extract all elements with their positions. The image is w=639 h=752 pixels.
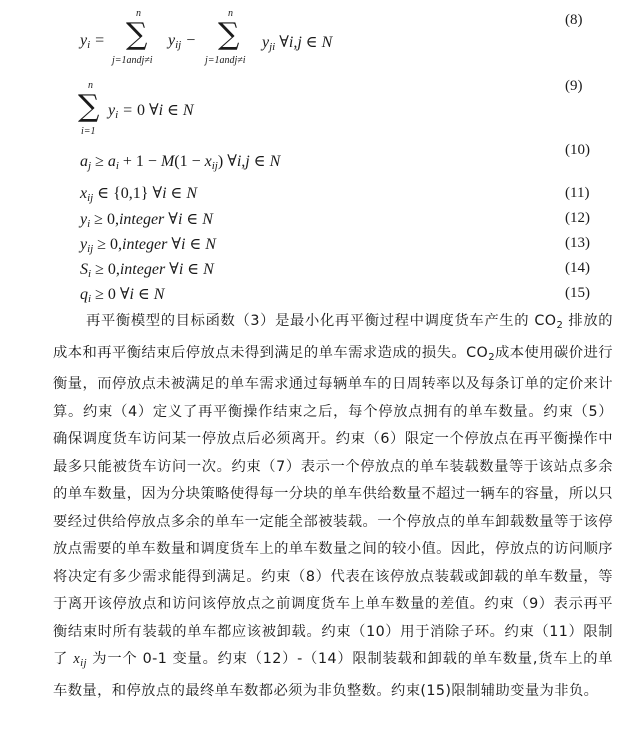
equation-number-11: (11) — [565, 185, 590, 201]
equation-number-12: (12) — [565, 210, 590, 226]
paragraph-text-4: 为一个 0-1 变量。约束（12）-（14）限制装载和卸载的单车数量,货车上的单车数量，和停放点的最终单车数都必须为非负整数。约束(15)限制辅助变量为非负。 — [53, 651, 613, 699]
equation-number-14: (14) — [565, 260, 590, 276]
equation-number-10: (10) — [565, 142, 590, 158]
paragraph-text-3: 成本使用碳价进行衡量，而停放点未被满足的单车需求通过每辆单车的日周转率以及每条订单的定价来计算。约束（4）定义了再平衡操作结束之后，每个停放点拥有的单车数量。约束（5）确保调度货车访问某一停放点后必须离开。约束（6）限定一个停放点在再平衡操作中最多只能被货车访问一次。约束（7）表示一个停放点的单车装载数量等于该站点多余的单车数量，因为分块策略使得每一分块的单车供给数量不超过一辆车的容量，所以只要经过供给停放点多余的单车一定能全部被装载。一个停放点的单车卸载数量等于该停放点需要的单车数量和调度货车上的单车数量之间的较小值。因此，停放点的访问顺序将决定有多少需求能得到满足。约束（8）代表在该停放点装载或卸载的单车数量，等于离开该停放点和访问该停放点之前调度货车上单车数量的差值。约束（9）表示再平衡结束时所有装载的单车都应该被卸载。约束（10）用于消除子环。约束（11）限制了 — [53, 344, 613, 667]
equation-number-9: (9) — [565, 78, 583, 94]
body-paragraph: 再平衡模型的目标函数（3）是最小化再平衡过程中调度货车产生的 $CO_2$ 排放的成本和再平衡结束后停放点未得到满足的单车需求造成的损失。$CO_2$成本使用碳价进行衡量，而停放点未被满足的单车需求通过每辆单车的日周转率以及每条订单的定价来计算。约束（4）定义了再平衡操作结束之后，每个停放点拥有的单车数量。约束（5）确保调度货车访问某一停放点后必须离开。约束（6）限定一个停放点在再平衡操作中最多只能被货车访问一次。约束（7）表示一个停放点的单车装载数量等于该站点多余的单车数量，因为分块策略使得每一分块的单车供给数量不超过一辆车的容量，所以只要经过供给停放点多余的单车一定能全部被装载。一个停放点的单车卸载数量等于该停放点需要的单车数量和调度货车上的单车数量之间的较小值。因此，停放点的访问顺序将决定有多少需求能得到满足。约束（8）代表在该停放点装载或卸载的单车数量，等于离开该停放点和访问该停放点之前调度货车上单车数量的差值。约束（9）表示再平衡结束时所有装载的单车都应该被卸载。约束（10）用于消除子环。约束（11）限制了 $x_{ij}$ 为一个 0-1 变量。约束（12）-（14）限制装载和卸载的单车数量,货车上的单车数量，和停放点的最终单车数都必须为非负整数。约束(15)限制辅助变量为非负。 — [53, 313, 613, 699]
equation-number-13: (13) — [565, 235, 590, 251]
paragraph-text-2: 排放的成本和再平衡结束后停放点未得到满足的单车需求造成的损失。CO — [53, 313, 613, 361]
paragraph-text-1: 再平衡模型的目标函数（3）是最小化再平衡过程中调度货车产生的 CO — [86, 313, 557, 329]
equation-number-15: (15) — [565, 285, 590, 301]
equation-number-8: (8) — [565, 12, 583, 28]
